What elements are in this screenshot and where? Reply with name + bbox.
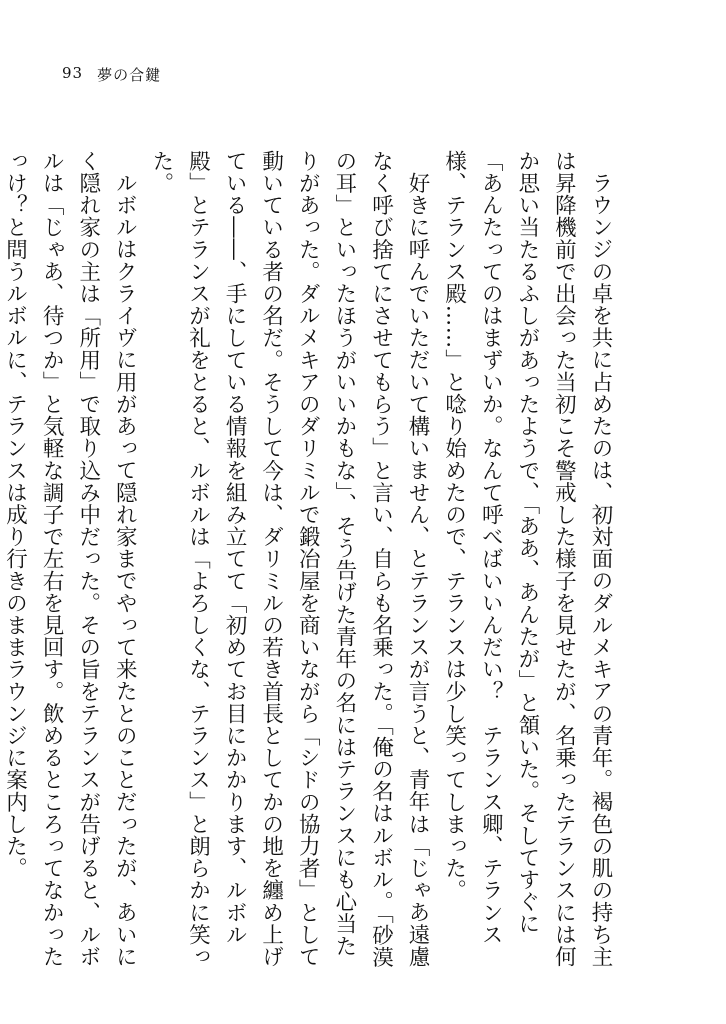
paragraph: ラウンジの卓を共に占めたのは、初対面のダルメキアの青年。褐色の肌の持ち主は昇降機前で出会った当初こそ警戒した様子を見せたが、名乗ったテランスには何か思い当たるふしがあったようで、「ああ、あんたが」と頷いた。そしてすぐに「あんたってのはまずいか。なんて呼べばいいんだい？ テランス卿、テランス様、テランス殿……」と唸り始めたので、テランスは少し笑ってしまった。 [441, 150, 613, 968]
page-number: 93 [62, 64, 84, 82]
paragraph: ルボルはクライヴに用があって隠れ家までやって来たとのことだったが、あいにく隠れ家の主は「所用」で取り込み中だった。その旨をテランスが告げると、ルボルは「じゃあ、待つか」と気軽な調子で左右を見回す。飲めるところってなかったっけ？と問うルボルに、テランスは成り行きのままラウンジに案内した。 [2, 150, 138, 968]
chapter-title: 夢の合鍵 [97, 66, 162, 84]
page-header [62, 64, 161, 85]
body-text [0, 150, 618, 970]
paragraph: 好きに呼んでいただいて構いません、とテランスが言うと、青年は「じゃあ遠慮なく呼び捨てにさせてもらう」と言い、自らも名乗った。「俺の名はルボル。「砂漠の耳」といったほうがいいかもな」、そう告げた青年の名にはテランスにも心当たりがあった。ダルメキアのダリミルで鍛冶屋を商いながら「シドの協力者」として動いている者の名だ。そうして今は、ダリミルの若き首長としてかの地を纏め上げている――、手にしている情報を組み立てて「初めてお目にかかります、ルボル殿」とテランスが礼をとると、ルボルは「よろしくな、テランス」と朗らかに笑った。 [148, 150, 431, 969]
